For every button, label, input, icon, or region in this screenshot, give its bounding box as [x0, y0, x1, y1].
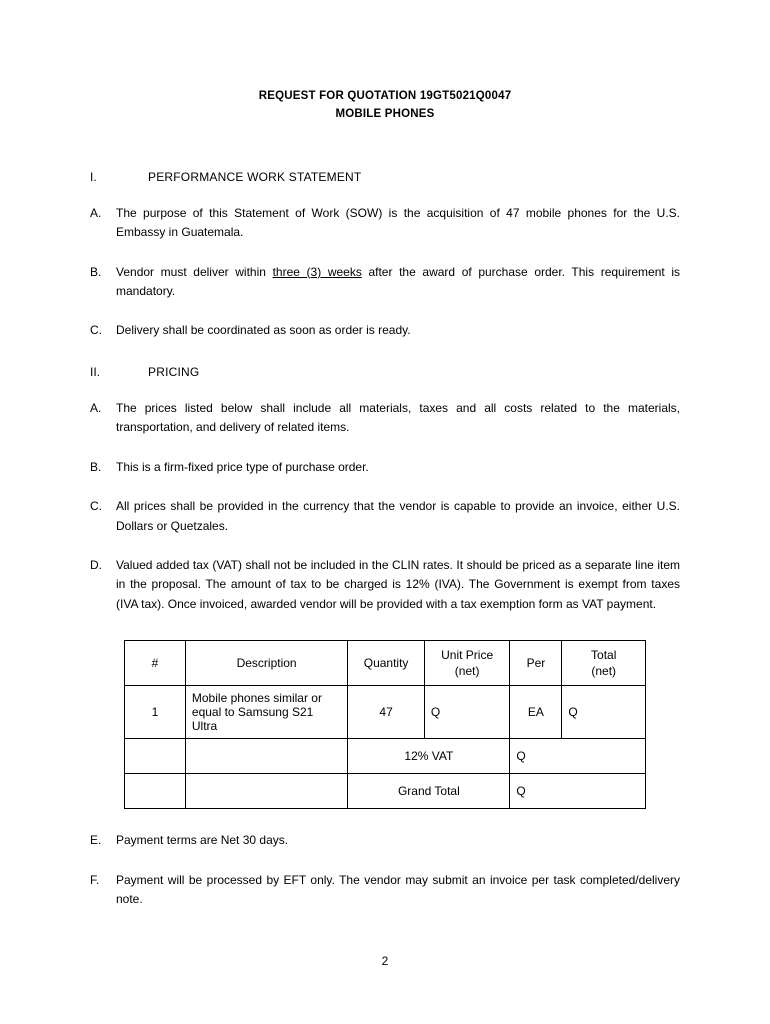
table-row-vat — [125, 739, 646, 774]
table-header-unit-price — [424, 641, 510, 686]
table-header-row — [125, 641, 646, 686]
list-item-letter: D. — [90, 558, 102, 572]
section-numeral: I. — [90, 169, 97, 184]
list-item — [90, 871, 680, 910]
table-header-total-line-2: (net) — [591, 664, 617, 679]
section-heading-text: PERFORMANCE WORK STATEMENT — [148, 169, 362, 184]
list-item-letter: B. — [90, 264, 102, 279]
list-item-text-before: Vendor must deliver within — [116, 264, 273, 279]
table-header-unit-price-line-2: (net) — [454, 664, 480, 679]
list-item — [90, 831, 680, 850]
list-item-text: The purpose of this Statement of Work (SOW) is the acquisition of 47 mobile phones for the U.S. Embassy in Guatemala. — [116, 205, 680, 240]
section-heading-pricing — [90, 365, 680, 379]
table-header-total-line-1: Total — [591, 648, 617, 663]
list-item-text — [116, 263, 680, 302]
table-cell-per: EA — [510, 686, 562, 739]
table-cell-total[interactable]: Q — [562, 686, 646, 739]
table-cell-description: Mobile phones similar or equal to Samsung S21 Ultra — [185, 686, 347, 739]
table-header-total — [562, 641, 646, 686]
section-heading-performance-work-statement — [90, 170, 680, 184]
table-header-per: Per — [510, 641, 562, 686]
section-numeral: II. — [90, 364, 101, 379]
table-header-description: Description — [185, 641, 347, 686]
table-header-unit-price-line-1: Unit Price — [441, 648, 494, 663]
page-number: 2 — [381, 954, 389, 968]
list-item-text: All prices shall be provided in the currency that the vendor is capable to provide an invoice, either U.S. Dollars or Quetzales. — [116, 499, 680, 533]
table-cell-vat-label: 12% VAT — [348, 739, 510, 774]
list-item-letter: A. — [90, 205, 102, 220]
table-cell-empty — [125, 774, 186, 809]
list-item-text-underlined: three (3) weeks — [272, 264, 362, 279]
document-title — [90, 88, 680, 124]
list-item-letter: B. — [90, 459, 102, 474]
list-item-text: The prices listed below shall include all materials, taxes and all costs related to the materials, transportation, and delivery of related items. — [116, 400, 680, 435]
table-header-number: # — [125, 641, 186, 686]
list-item — [90, 399, 680, 438]
list-item-letter: C. — [90, 323, 102, 338]
pricing-table — [124, 640, 646, 809]
table-cell-vat-value[interactable]: Q — [510, 739, 646, 774]
list-item-letter: A. — [90, 400, 102, 415]
list-item-text: Payment will be processed by EFT only. The vendor may submit an invoice per task completed/delivery note. — [116, 872, 680, 907]
list-item-text: Payment terms are Net 30 days. — [116, 833, 289, 848]
table-row-grand-total — [125, 774, 646, 809]
table-cell-grand-total-value[interactable]: Q — [510, 774, 646, 809]
list-item — [90, 321, 680, 340]
list-item — [90, 263, 680, 302]
list-item-letter: E. — [90, 833, 102, 848]
list-item-letter: F. — [90, 872, 100, 887]
list-item-text: This is a firm-fixed price type of purchase order. — [116, 459, 369, 474]
table-cell-number: 1 — [125, 686, 186, 739]
list-item — [90, 458, 680, 477]
list-item — [90, 556, 680, 614]
section-heading-text: PRICING — [148, 364, 200, 379]
list-item-text-after: after the award of purchase order. This requirement is mandatory. — [116, 264, 681, 298]
list-item-letter: C. — [90, 499, 102, 514]
table-cell-grand-total-label: Grand Total — [348, 774, 510, 809]
table-cell-empty — [185, 774, 347, 809]
table-header-quantity: Quantity — [348, 641, 425, 686]
list-item-text: Delivery shall be coordinated as soon as order is ready. — [116, 323, 411, 338]
table-row — [125, 686, 646, 739]
list-item-text: Valued added tax (VAT) shall not be included in the CLIN rates. It should be priced as a separate line item in the proposal. The amount of tax to be charged is 12% (IVA). The Government is exempt from taxes (IVA tax). Once invoiced, awarded vendor will be provided with a tax exemption form as VAT payment. — [116, 558, 680, 611]
table-cell-empty — [125, 739, 186, 774]
list-item — [90, 497, 680, 536]
document-title-line-2: MOBILE PHONES — [335, 107, 435, 120]
list-item — [90, 204, 680, 243]
document-title-line-1: REQUEST FOR QUOTATION 19GT5021Q0047 — [258, 90, 512, 102]
table-cell-unit-price[interactable]: Q — [424, 686, 510, 739]
table-cell-quantity: 47 — [348, 686, 425, 739]
table-cell-empty — [185, 739, 347, 774]
